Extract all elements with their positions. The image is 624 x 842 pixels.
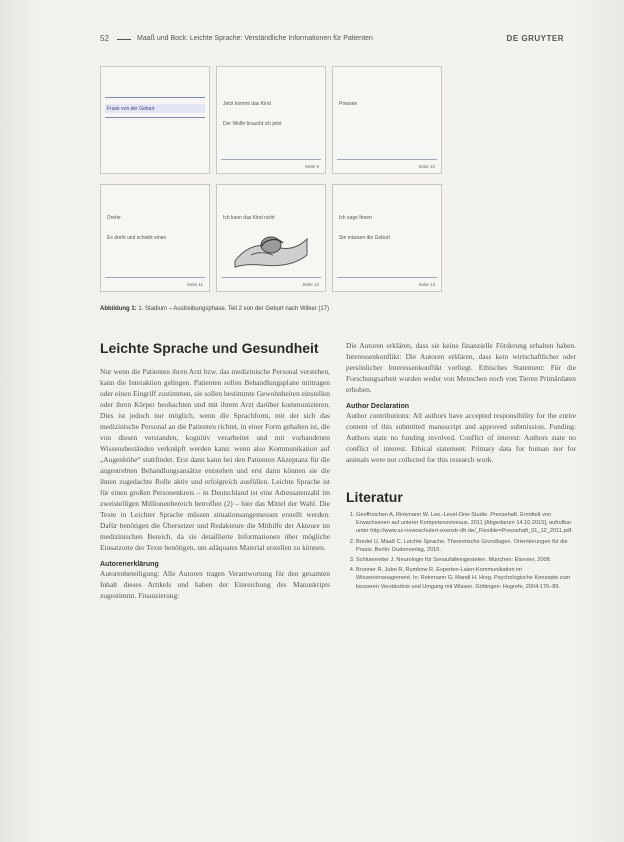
card-rule: [105, 277, 205, 278]
card-band: [105, 117, 205, 118]
figure-card-3: [332, 66, 442, 174]
figure-card-5: [216, 184, 326, 292]
card-text: Ich sage Ihnen: [339, 215, 372, 221]
reference-item: 3. Schluenreiter J. Neurologie für Sonaufalleingesteten. München: Elsevier, 2008.: [356, 556, 576, 564]
reference-item: 2. Bredel U, Maaß C. Leichte Sprache. Theoretische Grundlagen. Orientierungen für die Praxis. Berlin: Dudenverlag, 2016.: [356, 538, 576, 554]
body-paragraph: Nur wenn die Patienten ihren Arzt bzw. das medizinische Personal verstehen, kann die Interaktion gelingen. Patienten sollen Behandlungsplane mittragen oder einen Eingriff zustimmen, sie sollen bestimmte Gewohnheiten einstellen oder ihren Körper beobachten und mit ihrem Arzt darüber kommunizieren. Dies ist jedoch nur möglich, wenn die Sprachform, mit der sich das medizinische Personal an die Patienten richtet, in einer Form gehalten ist, die von diesen verstanden, kognitiv verarbeitet und mit vorhandenen Wissensbeständen verknüpft werden kann: wenn also Kommunikation auf „Augenhöhe“ stattfindet. Erst dann kann bei den Patienten Akzeptanz für die angestrebten Behandlungsansätze entstehen und erst dann können sie die ihnen zugedachte Rolle aktiv und erfolgreich ausfüllen. Leichte Sprache ist für einen großen Personenkreis – in Deutschland ist eine Adressatenzahl im zweistelligen Millionenbereich betroffen (2) – hier das Mittel der Wahl. Die Texte in Leichter Sprache müssen situationsangemessen erstellt werden. Dafür benötigen die Übersetzer und Redakteure die Mithilfe der Akteure im medizinischen Bereich, da sie detaillierte Informationen über mögliche Einsatzorte der Texte benötigen, um adäquates Material erstellen zu können.: [100, 367, 330, 552]
figure-card-1: [100, 66, 210, 174]
card-page: Seite 12: [302, 282, 319, 287]
figure-storyboard: [100, 66, 440, 296]
reference-item: 4. Brunner R, Jubo R, Rumbow R. Experten-Laien-Kommunikation im Wissensmanagement. In: Reinmann G, Mandl H, Hrsg. Psychologische Konzepte zum besseren Verständnis und Umgang mit Wissen. Göttingen: Hogrefe, 2004:176–89.: [356, 566, 576, 591]
card-rule: [221, 277, 321, 278]
card-page: Seite 10: [418, 164, 435, 169]
left-column: [100, 340, 330, 601]
card-text: Pressen: [339, 101, 358, 107]
card-page: Seite 11: [186, 282, 203, 287]
section-heading: Leichte Sprache und Gesundheit: [100, 340, 319, 356]
body-paragraph: Author contributions: All authors have accepted responsibility for the entire content of this submitted manuscript and approved submission. Funding: Authors state no funding involved. Conflict of interest: Authors state no conflict of interest. Ethical statement: Primary data for human nor for animals were not collected for this research work.: [346, 411, 576, 464]
right-column: [346, 340, 576, 593]
card-rule: [337, 277, 437, 278]
subsection-heading: Autorenerklärung: [100, 561, 159, 568]
caption-label: Abbildung 1:: [100, 306, 137, 312]
figure-card-4: [100, 184, 210, 292]
card-rule: [221, 159, 321, 160]
figure-card-2: [216, 66, 326, 174]
figure-caption: [100, 306, 329, 312]
reference-list: [346, 511, 576, 591]
page-number: 52: [100, 34, 109, 43]
running-header: [100, 34, 564, 48]
card-page: Seite 13: [418, 282, 435, 287]
card-text: Jetzt kommt das Kind: [223, 101, 271, 107]
card-text: Frank von der Geburt: [107, 106, 155, 112]
card-text: Drehe: [107, 215, 121, 221]
card-rule: [337, 159, 437, 160]
body-paragraph: Die Autoren erklären, dass sie keine finanzielle Förderung erhalten haben. Interessenkonflikt: Die Autoren erklären, dass kein wirtschaftlicher oder persönlicher Interessenkonflikt vorliegt. Ethisches Statement: Für die Forschungsarbeit wurden weder von Menschen noch von Tieren Primärdaten erhoben.: [346, 341, 576, 394]
card-text: Ich kann das Kind nicht: [223, 215, 275, 221]
caption-text: 1. Stadium – Austreibungsphase. Teil 2 von der Geburt nach Wilker (17): [138, 306, 330, 312]
card-page: Seite 9: [304, 164, 319, 169]
card-text: Der Wolfe braucht ich jetzt: [223, 121, 282, 127]
body-paragraph: Autorenbeteiligung: Alle Autoren tragen Verantwortung für den gesamten Inhalt dieses Artikels und haben der Einreichung des Manuskripts zugestimmt. Finanzierung:: [100, 569, 330, 600]
figure-card-6: [332, 184, 442, 292]
card-text: Sie müssen die Geburt: [339, 235, 390, 241]
references-heading: Literatur: [346, 489, 403, 505]
hands-illustration: [231, 225, 311, 271]
publisher-logo: DE GRUYTER: [506, 34, 564, 43]
card-band: [105, 97, 205, 98]
reference-item: 1. Geoffroichen A, Rinkmann W. Leo.-Level-One-Studie. Pressehaft. Ermittelt von Erwachsenen auf unterer Kompetenzniveaus. 2011 [Abgedarum 14.10.2015], aufrufbar unter http://www.sz-nowoschulert-exenstr-dh.de/_Flexible=Pressehaft_01_12_2011.pdf.: [356, 511, 576, 536]
running-title: Maaß und Bock: Leichte Sprache: Verständliche Informationen für Patienten: [137, 35, 373, 42]
subsection-heading: Author Declaration: [346, 403, 410, 410]
header-dash: [117, 39, 131, 40]
card-text: Es dreht und schiebt einen: [107, 235, 167, 241]
